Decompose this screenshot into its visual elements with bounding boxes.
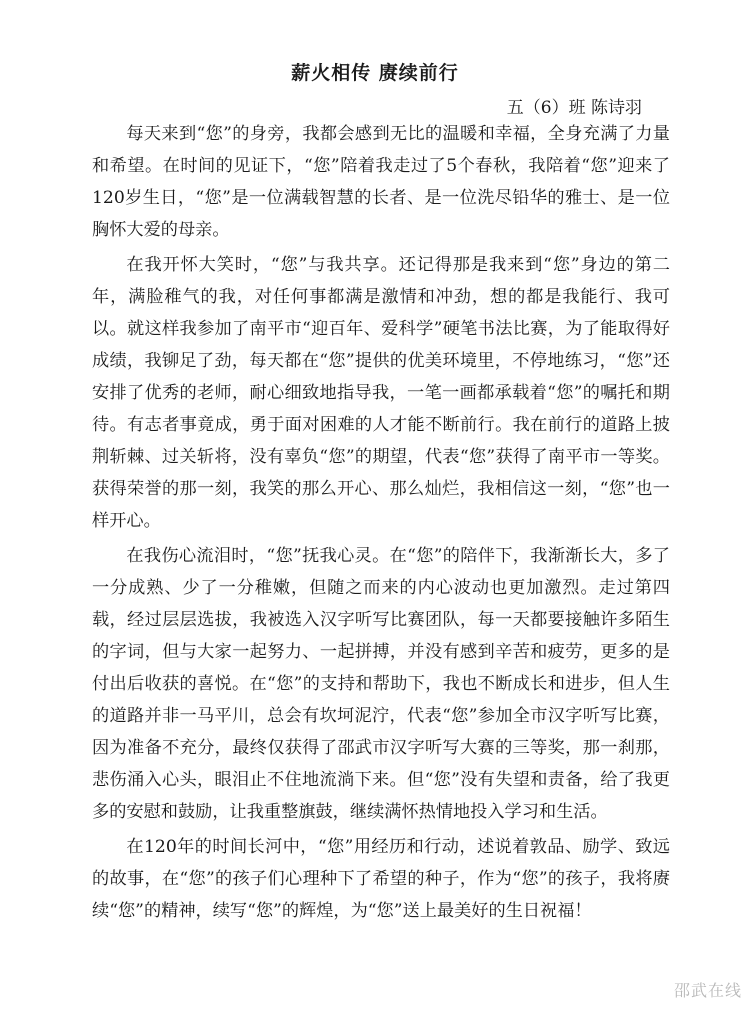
page-title: 薪火相传 赓续前行	[291, 62, 459, 84]
author-line: 五（6）班 陈诗羽	[506, 98, 642, 118]
paragraph-1: 每天来到“您”的身旁，我都会感到无比的温暖和幸福，全身充满了力量和希望。在时间的见证下，“您”陪着我走过了5个春秋，我陪着“您”迎来了120岁生日，“您”是一位满载智慧的长者、是一位洗尽铅华的雅士、是一位胸怀大爱的母亲。	[92, 124, 670, 240]
essay-body	[92, 118, 670, 930]
paragraph-3: 在我伤心流泪时，“您”抚我心灵。在“您”的陪伴下，我渐渐长大，多了一分成熟、少了一分稚嫩，但随之而来的内心波动也更加激烈。走过第四载，经过层层选拔，我被选入汉字听写比赛团队，每一天都要接触许多陌生的字词，但与大家一起努力、一起拼搏，并没有感到辛苦和疲劳，更多的是付出后收获的喜悦。在“您”的支持和帮助下，我也不断成长和进步，但人生的道路并非一马平川，总会有坎坷泥泞，代表“您”参加全市汉字听写比赛，因为准备不充分，最终仅获得了邵武市汉字听写大赛的三等奖，那一刹那，悲伤涌入心头，眼泪止不住地流淌下来。但“您”没有失望和责备，给了我更多的安慰和鼓励，让我重整旗鼓，继续满怀热情地投入学习和生活。	[92, 546, 670, 822]
paragraph-4: 在120年的时间长河中，“您”用经历和行动，述说着敦品、励学、致远的故事，在“您”的孩子们心理种下了希望的种子，作为“您”的孩子，我将赓续“您”的精神，续写“您”的辉煌，为“您”送上最美好的生日祝福！	[92, 837, 670, 921]
site-watermark: 邵武在线	[673, 981, 742, 1000]
paragraph-2: 在我开怀大笑时，“您”与我共享。还记得那是我来到“您”身边的第二年，满脸稚气的我，对任何事都满是激情和冲劲，想的都是我能行、我可以。就这样我参加了南平市“迎百年、爱科学”硬笔书法比赛，为了能取得好成绩，我铆足了劲，每天都在“您”提供的优美环境里，不停地练习，“您”还安排了优秀的老师，耐心细致地指导我，一笔一画都承载着“您”的嘱托和期待。有志者事竟成，勇于面对困难的人才能不断前行。我在前行的道路上披荆斩棘、过关斩将，没有辜负“您”的期望，代表“您”获得了南平市一等奖。获得荣誉的那一刻，我笑的那么开心、那么灿烂，我相信这一刻，“您”也一样开心。	[92, 255, 670, 531]
